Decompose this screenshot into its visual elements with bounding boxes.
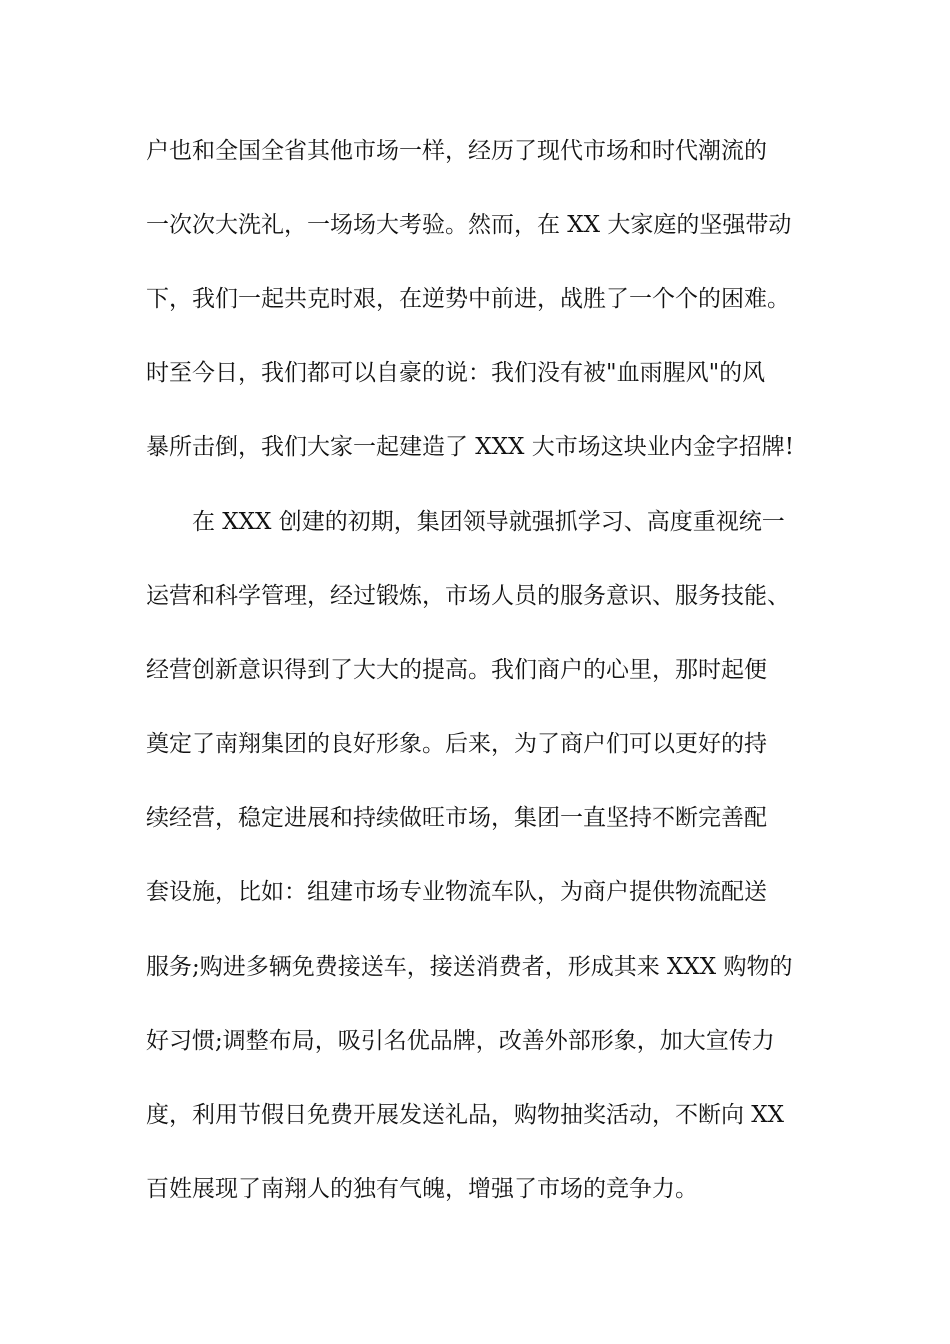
paragraph-1-line-4: 时至今日，我们都可以自豪的说：我们没有被"血雨腥风"的风 — [146, 360, 766, 386]
paragraph-2-line-1: 在 XXX 创建的初期，集团领导就强抓学习、高度重视统一 — [192, 509, 785, 535]
paragraph-1-line-5: 暴所击倒，我们大家一起建造了 XXX 大市场这块业内金字招牌! — [146, 434, 794, 460]
paragraph-2-line-10: 百姓展现了南翔人的独有气魄，增强了市场的竞争力。 — [146, 1176, 698, 1202]
paragraph-2-line-8: 好习惯;调整布局，吸引名优品牌，改善外部形象，加大宣传力 — [146, 1028, 775, 1054]
paragraph-2-line-6: 套设施，比如：组建市场专业物流车队，为商户提供物流配送 — [146, 879, 767, 905]
paragraph-2-line-3: 经营创新意识得到了大大的提高。我们商户的心里，那时起便 — [146, 657, 767, 683]
paragraph-1-line-3: 下，我们一起共克时艰，在逆势中前进，战胜了一个个的困难。 — [146, 286, 790, 312]
paragraph-2-line-4: 奠定了南翔集团的良好形象。后来，为了商户们可以更好的持 — [146, 731, 767, 757]
paragraph-2-line-5: 续经营，稳定进展和持续做旺市场，集团一直坚持不断完善配 — [146, 805, 767, 831]
paragraph-1-line-1: 户也和全国全省其他市场一样，经历了现代市场和时代潮流的 — [146, 138, 767, 164]
paragraph-2-line-2: 运营和科学管理，经过锻炼，市场人员的服务意识、服务技能、 — [146, 583, 790, 609]
paragraph-2-line-9: 度，利用节假日免费开展发送礼品，购物抽奖活动，不断向 XX — [146, 1102, 785, 1128]
paragraph-2-line-7: 服务;购进多辆免费接送车，接送消费者，形成其来 XXX 购物的 — [146, 954, 793, 980]
paragraph-1-line-2: 一次次大洗礼，一场场大考验。然而，在 XX 大家庭的坚强带动 — [146, 212, 792, 238]
